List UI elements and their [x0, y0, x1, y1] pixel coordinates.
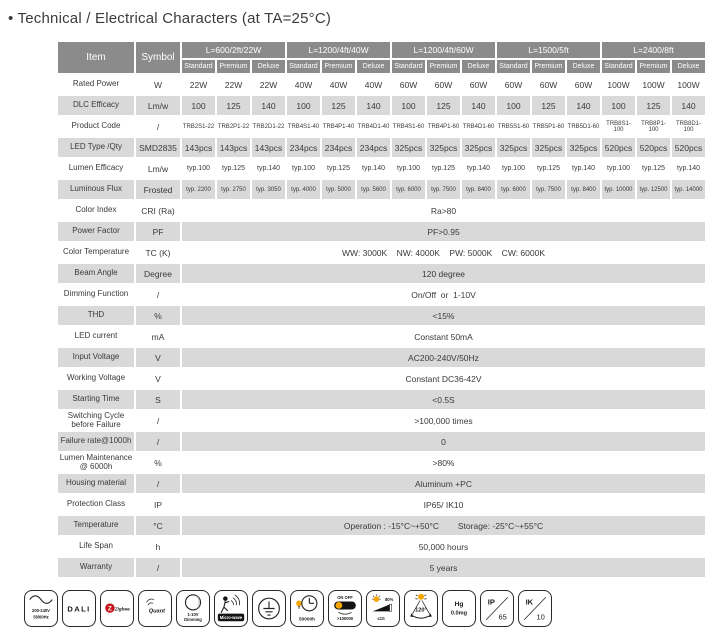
spec-value: 60W: [497, 75, 530, 94]
spec-value: 125: [322, 96, 355, 115]
spec-span-value: 5 years: [182, 558, 705, 577]
spec-value: 520pcs: [672, 138, 705, 157]
spec-symbol: S: [136, 390, 180, 409]
spec-value: TRB4D1-60: [462, 117, 495, 136]
spec-span-value: On/Off or 1-10V: [182, 285, 705, 304]
spec-symbol: CRI (Ra): [136, 201, 180, 220]
spec-row: [58, 432, 705, 451]
spec-value: typ.125: [637, 159, 670, 178]
spec-value: TRB2D1-22: [252, 117, 285, 136]
spec-symbol: PF: [136, 222, 180, 241]
spec-row: [58, 222, 705, 241]
spec-value: 125: [637, 96, 670, 115]
spec-value: TRB5P1-60: [532, 117, 565, 136]
spec-row: [58, 411, 705, 430]
tier-header: Deluxe: [462, 60, 495, 73]
spec-value: typ.140: [567, 159, 600, 178]
spec-value: 325pcs: [532, 138, 565, 157]
spec-table-body: [58, 75, 705, 577]
dali-icon: [62, 590, 96, 627]
tier-header: Premium: [427, 60, 460, 73]
spec-value: 40W: [357, 75, 390, 94]
spec-value: typ. 6000: [392, 180, 425, 199]
spec-value: 325pcs: [497, 138, 530, 157]
spec-row: [58, 348, 705, 367]
svg-text:80%: 80%: [384, 596, 394, 602]
spec-symbol: mA: [136, 327, 180, 346]
svg-text:200-240V: 200-240V: [32, 607, 50, 613]
tier-header: Deluxe: [252, 60, 285, 73]
spec-symbol: V: [136, 348, 180, 367]
spec-value: 40W: [287, 75, 320, 94]
spec-item-label: Working Voltage: [58, 369, 134, 388]
tier-header: Premium: [637, 60, 670, 73]
spec-item-label: Luminous Flux: [58, 180, 134, 199]
spec-span-value: Ra>80: [182, 201, 705, 220]
tier-header: Premium: [322, 60, 355, 73]
spec-item-label: Warranty: [58, 558, 134, 577]
spec-row: [58, 117, 705, 136]
spec-value: typ.140: [252, 159, 285, 178]
svg-text:Micro-wave: Micro-wave: [219, 615, 243, 621]
quant-wireless-icon: [138, 590, 172, 627]
spec-row: [58, 159, 705, 178]
svg-text:0.0mg: 0.0mg: [450, 610, 468, 617]
spec-item-label: Housing material: [58, 474, 134, 493]
spec-item-label: THD: [58, 306, 134, 325]
spec-symbol: Degree: [136, 264, 180, 283]
spec-value: 60W: [532, 75, 565, 94]
spec-item-label: Product Code: [58, 117, 134, 136]
lifespan-icon: [290, 590, 324, 627]
spec-value: 40W: [322, 75, 355, 94]
spec-symbol: SMD2835: [136, 138, 180, 157]
svg-text:1-10V: 1-10V: [187, 612, 199, 618]
spec-span-value: Operation : -15°C~+50°C Storage: -25°C~+55°C: [182, 516, 705, 535]
zigbee-icon: [100, 590, 134, 627]
spec-value: TRB8S1-100: [602, 117, 635, 136]
spec-value: TRB4D1-40: [357, 117, 390, 136]
spec-symbol: /: [136, 285, 180, 304]
spec-item-label: Lumen Maintenance @ 6000h: [59, 453, 133, 471]
spec-item-label: Lumen Efficacy: [58, 159, 134, 178]
spec-symbol: %: [136, 306, 180, 325]
spec-span-value: 120 degree: [182, 264, 705, 283]
spec-value: 325pcs: [392, 138, 425, 157]
spec-value: 520pcs: [602, 138, 635, 157]
spec-value: typ. 14000: [672, 180, 705, 199]
spec-item-label: Switching Cycle before Failure: [58, 411, 134, 430]
spec-row: [58, 138, 705, 157]
tier-header: Standard: [392, 60, 425, 73]
spec-row: [58, 243, 705, 262]
spec-value: 234pcs: [287, 138, 320, 157]
model-group-header: L=1200/4ft/60W: [392, 42, 495, 58]
spec-row: [58, 327, 705, 346]
spec-value: 140: [462, 96, 495, 115]
model-group-header: L=600/2ft/22W: [182, 42, 285, 58]
spec-value: 234pcs: [357, 138, 390, 157]
spec-value: 100W: [602, 75, 635, 94]
spec-value: typ.125: [427, 159, 460, 178]
spec-value: 125: [427, 96, 460, 115]
spec-value: 140: [357, 96, 390, 115]
ik10-icon: [518, 590, 552, 627]
spec-item-label: Protection Class: [58, 495, 134, 514]
svg-text:65: 65: [498, 612, 507, 622]
spec-span-value: Constant DC36-42V: [182, 369, 705, 388]
tier-header: Deluxe: [567, 60, 600, 73]
tier-header: Deluxe: [357, 60, 390, 73]
spec-value: 520pcs: [637, 138, 670, 157]
spec-value: TRB8P1-100: [637, 117, 670, 136]
spec-value: 22W: [252, 75, 285, 94]
spec-value: TRB4P1-60: [427, 117, 460, 136]
spec-value: typ. 6000: [497, 180, 530, 199]
spec-row: [58, 390, 705, 409]
spec-row: [58, 495, 705, 514]
svg-text:>100000: >100000: [336, 615, 354, 621]
svg-text:IP: IP: [487, 597, 495, 607]
tier-header: Premium: [532, 60, 565, 73]
spec-value: TRB4S1-60: [392, 117, 425, 136]
spec-value: typ. 8400: [462, 180, 495, 199]
spec-item-label: Power Factor: [58, 222, 134, 241]
spec-value: TRB5D1-60: [567, 117, 600, 136]
spec-symbol: /: [136, 411, 180, 430]
svg-text:120°: 120°: [415, 607, 427, 614]
spec-row: [58, 96, 705, 115]
model-group-header: L=1200/4ft/40W: [287, 42, 390, 58]
spec-symbol: %: [136, 453, 180, 472]
spec-item-label: Dimming Function: [58, 285, 134, 304]
spec-value: typ. 12500: [637, 180, 670, 199]
spec-symbol: /: [136, 117, 180, 136]
spec-value: 100: [602, 96, 635, 115]
spec-symbol: /: [136, 474, 180, 493]
spec-row: [58, 474, 705, 493]
svg-text:DALI: DALI: [67, 604, 91, 614]
svg-text:IK: IK: [525, 597, 534, 607]
spec-value: 143pcs: [252, 138, 285, 157]
spec-symbol: °C: [136, 516, 180, 535]
svg-text:ON OFF: ON OFF: [337, 595, 353, 601]
spec-item-label: Starting Time: [58, 390, 134, 409]
spec-symbol: /: [136, 432, 180, 451]
spec-row: [58, 537, 705, 556]
spec-item-label: Beam Angle: [58, 264, 134, 283]
spec-table: [56, 40, 707, 579]
spec-value: 60W: [462, 75, 495, 94]
spec-value: 60W: [392, 75, 425, 94]
spec-value: 140: [672, 96, 705, 115]
spec-symbol: IP: [136, 495, 180, 514]
spec-value: typ. 8400: [567, 180, 600, 199]
svg-text:50/60Hz: 50/60Hz: [33, 614, 49, 620]
spec-value: TRB8D1-100: [672, 117, 705, 136]
spec-symbol: /: [136, 558, 180, 577]
earth-ground-icon: [252, 590, 286, 627]
tier-header: Standard: [182, 60, 215, 73]
spec-value: 60W: [567, 75, 600, 94]
spec-value: typ. 2200: [182, 180, 215, 199]
spec-row: [58, 180, 705, 199]
spec-row: [58, 516, 705, 535]
spec-value: 100: [287, 96, 320, 115]
spec-value: TRB4P1-40: [322, 117, 355, 136]
model-group-header: L=1500/5ft: [497, 42, 600, 58]
spec-value: 100: [182, 96, 215, 115]
spec-value: typ.100: [602, 159, 635, 178]
spec-span-value: IP65/ IK10: [182, 495, 705, 514]
spec-value: typ. 3050: [252, 180, 285, 199]
tier-header: Premium: [217, 60, 250, 73]
spec-value: TRB2P1-22: [217, 117, 250, 136]
spec-span-value: Constant 50mA: [182, 327, 705, 346]
spec-symbol: Frosted: [136, 180, 180, 199]
spec-value: typ. 5000: [322, 180, 355, 199]
svg-text:10: 10: [536, 612, 545, 622]
spec-value: TRB5S1-60: [497, 117, 530, 136]
beam-angle-icon: [404, 590, 438, 627]
spec-item-label: DLC Efficacy: [58, 96, 134, 115]
page-title: • Technical / Electrical Characters (at TA=25°C): [8, 10, 332, 27]
spec-value: typ.100: [182, 159, 215, 178]
spec-value: 22W: [217, 75, 250, 94]
spec-span-value: WW: 3000K NW: 4000K PW: 5000K CW: 6000K: [182, 243, 705, 262]
spec-symbol: h: [136, 537, 180, 556]
spec-row: [58, 201, 705, 220]
spec-value: 140: [252, 96, 285, 115]
spec-value: typ.125: [322, 159, 355, 178]
spec-value: 125: [217, 96, 250, 115]
spec-value: typ.140: [462, 159, 495, 178]
switching-cycles-icon: [328, 590, 362, 627]
svg-text:50000h: 50000h: [299, 616, 315, 622]
spec-row: [58, 558, 705, 577]
spec-value: 234pcs: [322, 138, 355, 157]
tier-header: Standard: [497, 60, 530, 73]
spec-value: typ.100: [287, 159, 320, 178]
spec-value: 140: [567, 96, 600, 115]
svg-text:Dimming: Dimming: [184, 617, 202, 623]
spec-symbol: Lm/w: [136, 96, 180, 115]
spec-value: 325pcs: [427, 138, 460, 157]
spec-item-label: LED Type /Qty: [58, 138, 134, 157]
spec-value: typ.125: [217, 159, 250, 178]
spec-span-value: AC200-240V/50Hz: [182, 348, 705, 367]
spec-row: [58, 75, 705, 94]
microwave-sensor-icon: [214, 590, 248, 627]
spec-row: [58, 369, 705, 388]
spec-value: TRB4S1-40: [287, 117, 320, 136]
ac-supply-icon: [24, 590, 58, 627]
spec-value: typ.100: [392, 159, 425, 178]
spec-item-label: Color Index: [58, 201, 134, 220]
spec-value: 100: [497, 96, 530, 115]
spec-span-value: <0.5S: [182, 390, 705, 409]
spec-value: 22W: [182, 75, 215, 94]
item-column-header: Item: [58, 42, 134, 73]
spec-value: 100W: [637, 75, 670, 94]
spec-row: [58, 264, 705, 283]
svg-text:Hg: Hg: [454, 601, 464, 609]
spec-item-label: Failure rate@1000h: [58, 432, 134, 451]
mercury-free-icon: [442, 590, 476, 627]
symbol-column-header: Symbol: [136, 42, 180, 73]
spec-value: typ.125: [532, 159, 565, 178]
spec-symbol: W: [136, 75, 180, 94]
tier-header: Standard: [602, 60, 635, 73]
spec-span-value: 50,000 hours: [182, 537, 705, 556]
spec-value: TRB2S1-22: [182, 117, 215, 136]
spec-row: [58, 285, 705, 304]
spec-item-label: Temperature: [58, 516, 134, 535]
spec-value: typ. 4000: [287, 180, 320, 199]
tier-header: Deluxe: [672, 60, 705, 73]
dimming-1-10v-icon: [176, 590, 210, 627]
spec-value: typ. 5600: [357, 180, 390, 199]
tier-header: Standard: [287, 60, 320, 73]
svg-text:Quant: Quant: [148, 608, 166, 615]
spec-symbol: Lm/w: [136, 159, 180, 178]
spec-value: typ. 7500: [532, 180, 565, 199]
spec-row: [58, 306, 705, 325]
svg-text:≤1S: ≤1S: [377, 615, 385, 621]
ip65-icon: [480, 590, 514, 627]
spec-value: 100: [392, 96, 425, 115]
certification-icon-strip: [24, 590, 552, 627]
spec-span-value: >80%: [182, 453, 705, 472]
spec-item-label: Rated Power: [58, 75, 134, 94]
spec-value: typ. 2750: [217, 180, 250, 199]
spec-value: 325pcs: [462, 138, 495, 157]
model-group-header: L=2400/8ft: [602, 42, 705, 58]
spec-value: 60W: [427, 75, 460, 94]
spec-value: 143pcs: [217, 138, 250, 157]
spec-span-value: PF>0.95: [182, 222, 705, 241]
spec-span-value: >100,000 times: [182, 411, 705, 430]
spec-item-label: Input Voltage: [58, 348, 134, 367]
spec-value: typ.140: [357, 159, 390, 178]
spec-item-label: LED current: [58, 327, 134, 346]
spec-row: [58, 453, 705, 472]
spec-value: 100W: [672, 75, 705, 94]
svg-text:Zigbee: Zigbee: [114, 606, 130, 612]
spec-symbol: TC (K): [136, 243, 180, 262]
spec-value: typ. 7500: [427, 180, 460, 199]
startup-time-icon: [366, 590, 400, 627]
spec-value: 125: [532, 96, 565, 115]
spec-value: typ. 10000: [602, 180, 635, 199]
spec-value: typ.140: [672, 159, 705, 178]
spec-item-label: Life Span: [58, 537, 134, 556]
spec-table-head: [58, 42, 705, 73]
svg-text:Z: Z: [107, 605, 112, 613]
spec-value: typ.100: [497, 159, 530, 178]
spec-span-value: <15%: [182, 306, 705, 325]
spec-span-value: 0: [182, 432, 705, 451]
spec-symbol: V: [136, 369, 180, 388]
spec-item-label: Color Temperature: [58, 243, 134, 262]
spec-value: 325pcs: [567, 138, 600, 157]
spec-value: 143pcs: [182, 138, 215, 157]
spec-span-value: Aluminum +PC: [182, 474, 705, 493]
